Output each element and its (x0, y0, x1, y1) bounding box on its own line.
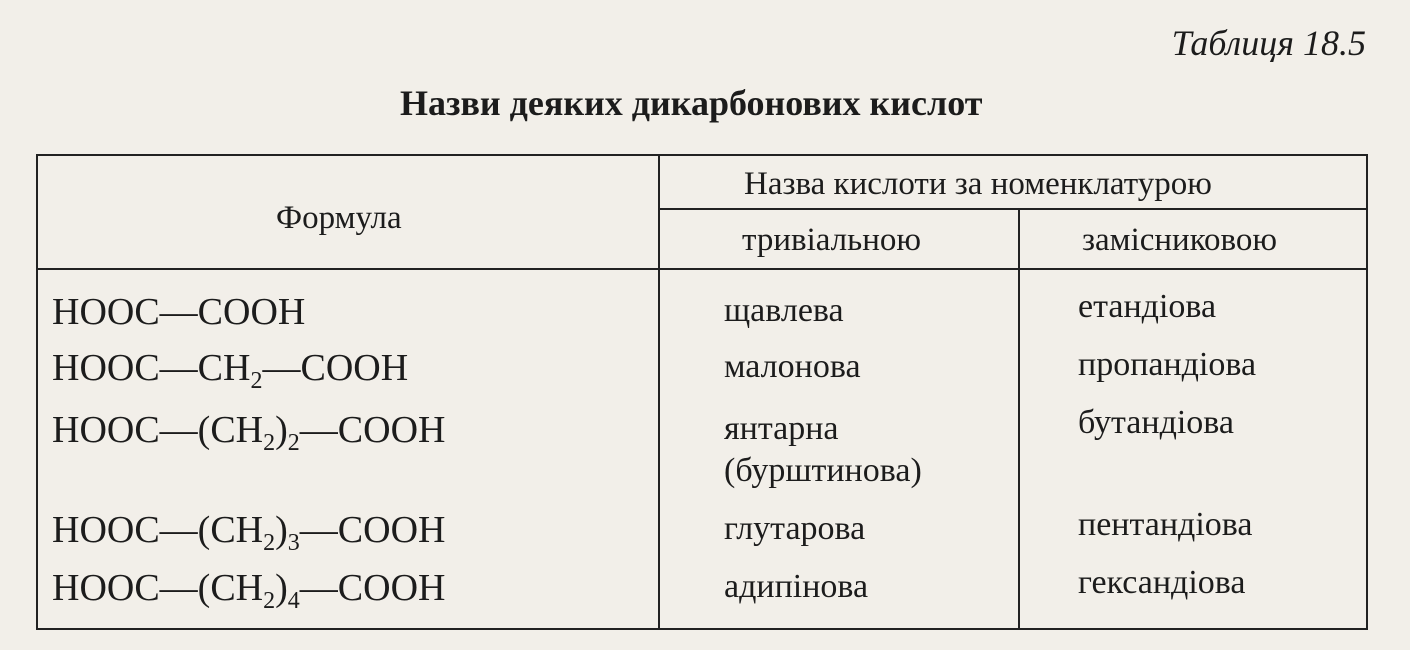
table-row-substitutive: гександіова (1078, 564, 1246, 601)
acids-table (36, 154, 1368, 630)
header-subdivider (658, 208, 1366, 210)
table-row-trivial: глутарова (724, 510, 866, 547)
formula-subscript: 2 (263, 530, 276, 556)
formula-subscript: 3 (287, 530, 300, 556)
formula-subscript: 2 (250, 368, 263, 394)
table-row-trivial: малонова (724, 348, 861, 385)
formula-text: —COOH (299, 567, 446, 609)
formula-subscript: 2 (263, 430, 276, 456)
formula-text: —COOH (299, 409, 446, 451)
table-row-formula (52, 290, 305, 334)
table-row-substitutive: бутандіова (1078, 404, 1235, 441)
formula-text: HOOC—CH (52, 347, 251, 389)
header-formula: Формула (276, 200, 402, 236)
table-row-substitutive: етандіова (1078, 288, 1217, 325)
header-trivial: тривіальною (742, 222, 922, 258)
formula-text: HOOC—(CH (52, 509, 264, 551)
formula-subscript: 2 (287, 430, 300, 456)
header-substitutive: замісниковою (1082, 222, 1278, 258)
formula-subscript: 4 (287, 588, 300, 614)
formula-text: —COOH (299, 509, 446, 551)
table-row-trivial-alt: (бурштинова) (724, 452, 922, 489)
formula-text: HOOC—(CH (52, 567, 264, 609)
header-nomenclature: Назва кислоти за номенклатурою (744, 166, 1212, 202)
table-row-formula (52, 408, 446, 456)
header-divider (38, 268, 1366, 270)
formula-text: ) (275, 567, 288, 609)
formula-subscript: 2 (263, 588, 276, 614)
table-row-trivial: щавлева (724, 292, 844, 329)
table-row-substitutive: пропандіова (1078, 346, 1257, 383)
formula-text: HOOC—COOH (52, 291, 306, 333)
formula-text: HOOC—(CH (52, 409, 264, 451)
table-title: Назви деяких дикарбонових кислот (400, 83, 983, 123)
formula-text: ) (275, 409, 288, 451)
table-row-trivial: янтарна (724, 410, 839, 447)
column-divider-formula (658, 156, 660, 628)
table-row-trivial: адипінова (724, 568, 869, 605)
table-row-formula (52, 566, 446, 614)
formula-text: —COOH (262, 347, 409, 389)
column-divider-names (1018, 208, 1020, 628)
table-row-substitutive: пентандіова (1078, 506, 1253, 543)
table-row-formula (52, 508, 446, 556)
table-label: Таблиця 18.5 (1171, 23, 1366, 63)
formula-text: ) (275, 509, 288, 551)
table-row-formula (52, 346, 409, 394)
